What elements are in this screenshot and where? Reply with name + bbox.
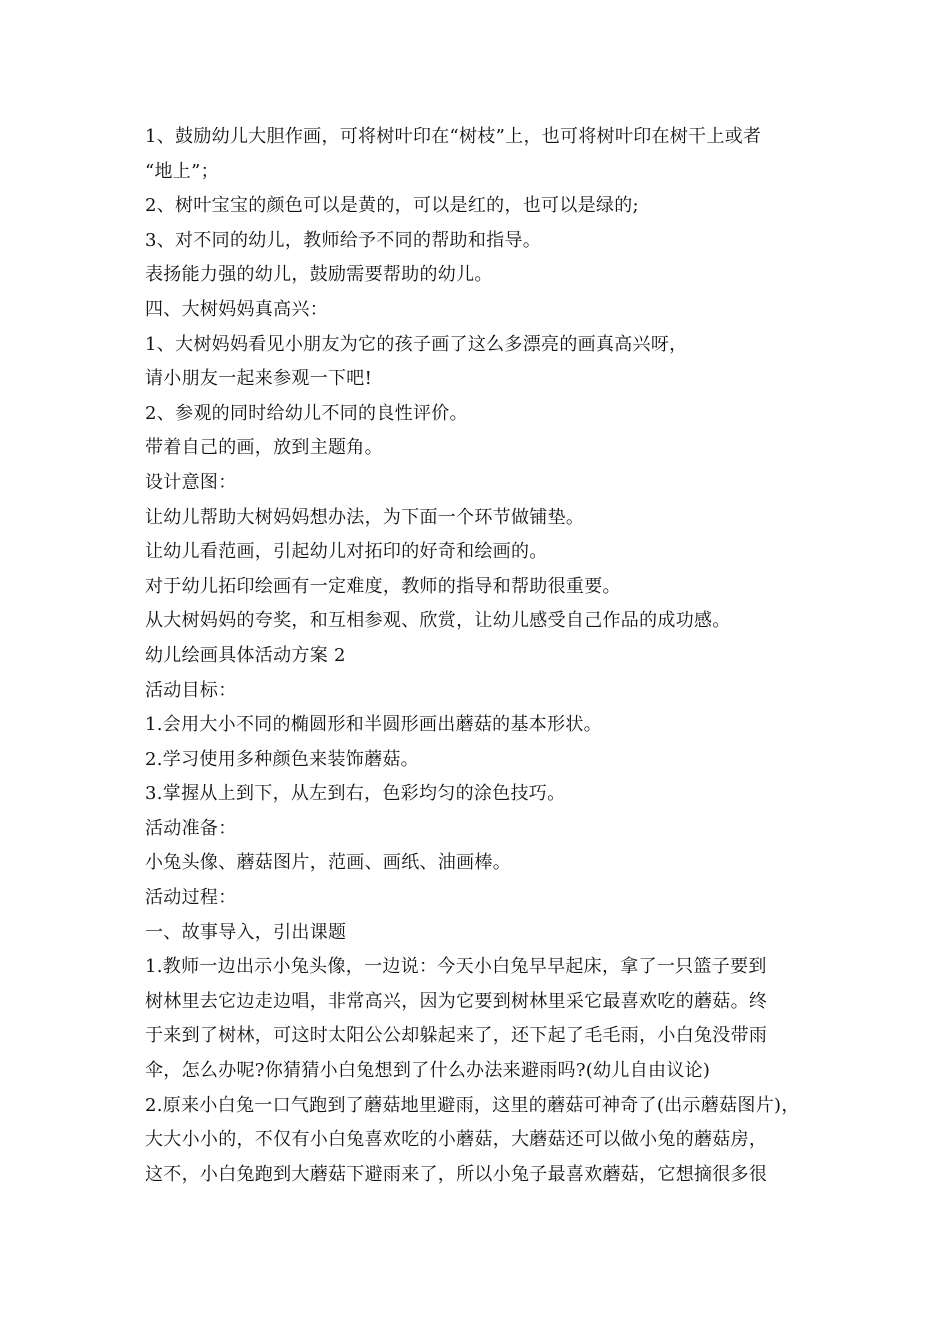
- text-line: 让幼儿帮助大树妈妈想办法，为下面一个环节做铺垫。: [145, 506, 585, 528]
- text-line: 2、树叶宝宝的颜色可以是黄的，可以是红的，也可以是绿的;: [145, 195, 639, 217]
- text-line: 带着自己的画，放到主题角。: [145, 437, 383, 459]
- text-line: 对于幼儿拓印绘画有一定难度，教师的指导和帮助很重要。: [145, 575, 621, 597]
- text-line: 大大小小的，不仅有小白兔喜欢吃的小蘑菇，大蘑菇还可以做小兔的蘑菇房，: [145, 1129, 768, 1151]
- text-line: 2.原来小白兔一口气跑到了蘑菇地里避雨，这里的蘑菇可神奇了(出示蘑菇图片)，: [145, 1094, 800, 1116]
- document-title: 幼儿绘画具体活动方案 2: [145, 644, 346, 666]
- section-heading: 活动目标：: [145, 679, 237, 701]
- text-line: 表扬能力强的幼儿，鼓励需要帮助的幼儿。: [145, 264, 493, 286]
- section-heading: 活动过程：: [145, 887, 237, 909]
- text-line: 让幼儿看范画，引起幼儿对拓印的好奇和绘画的。: [145, 541, 548, 563]
- text-line: 树林里去它边走边唱，非常高兴，因为它要到树林里采它最喜欢吃的蘑菇。终: [145, 990, 768, 1012]
- section-heading: 一、故事导入，引出课题: [145, 921, 347, 943]
- text-line: 从大树妈妈的夸奖，和互相参观、欣赏，让幼儿感受自己作品的成功感。: [145, 610, 731, 632]
- section-heading: 设计意图：: [145, 471, 237, 493]
- text-line: 1.会用大小不同的椭圆形和半圆形画出蘑菇的基本形状。: [145, 714, 602, 736]
- text-line: 1.教师一边出示小兔头像，一边说：今天小白兔早早起床，拿了一只篮子要到: [145, 956, 767, 978]
- section-heading: 活动准备：: [145, 817, 237, 839]
- text-line: 3.掌握从上到下，从左到右，色彩均匀的涂色技巧。: [145, 783, 566, 805]
- section-heading: 四、大树妈妈真高兴：: [145, 298, 328, 320]
- text-line: 2、参观的同时给幼儿不同的良性评价。: [145, 402, 468, 424]
- text-line: 请小朋友一起来参观一下吧!: [145, 368, 373, 390]
- text-line: 3、对不同的幼儿，教师给予不同的帮助和指导。: [145, 229, 542, 251]
- text-line: 2.学习使用多种颜色来装饰蘑菇。: [145, 748, 419, 770]
- text-line: 这不，小白兔跑到大蘑菇下避雨来了，所以小兔子最喜欢蘑菇，它想摘很多很: [145, 1163, 768, 1185]
- text-line: 于来到了树林，可这时太阳公公却躲起来了，还下起了毛毛雨，小白兔没带雨: [145, 1025, 768, 1047]
- text-line: 1、大树妈妈看见小朋友为它的孩子画了这么多漂亮的画真高兴呀，: [145, 333, 688, 355]
- text-line: 伞，怎么办呢?你猜猜小白兔想到了什么办法来避雨吗?(幼儿自由议论): [145, 1060, 711, 1082]
- text-line: “地上”；: [145, 160, 219, 182]
- text-line: 1、鼓励幼儿大胆作画，可将树叶印在“树枝”上，也可将树叶印在树干上或者: [145, 126, 762, 147]
- text-line: 小兔头像、蘑菇图片，范画、画纸、油画棒。: [145, 852, 511, 874]
- document-body: [145, 120, 817, 1192]
